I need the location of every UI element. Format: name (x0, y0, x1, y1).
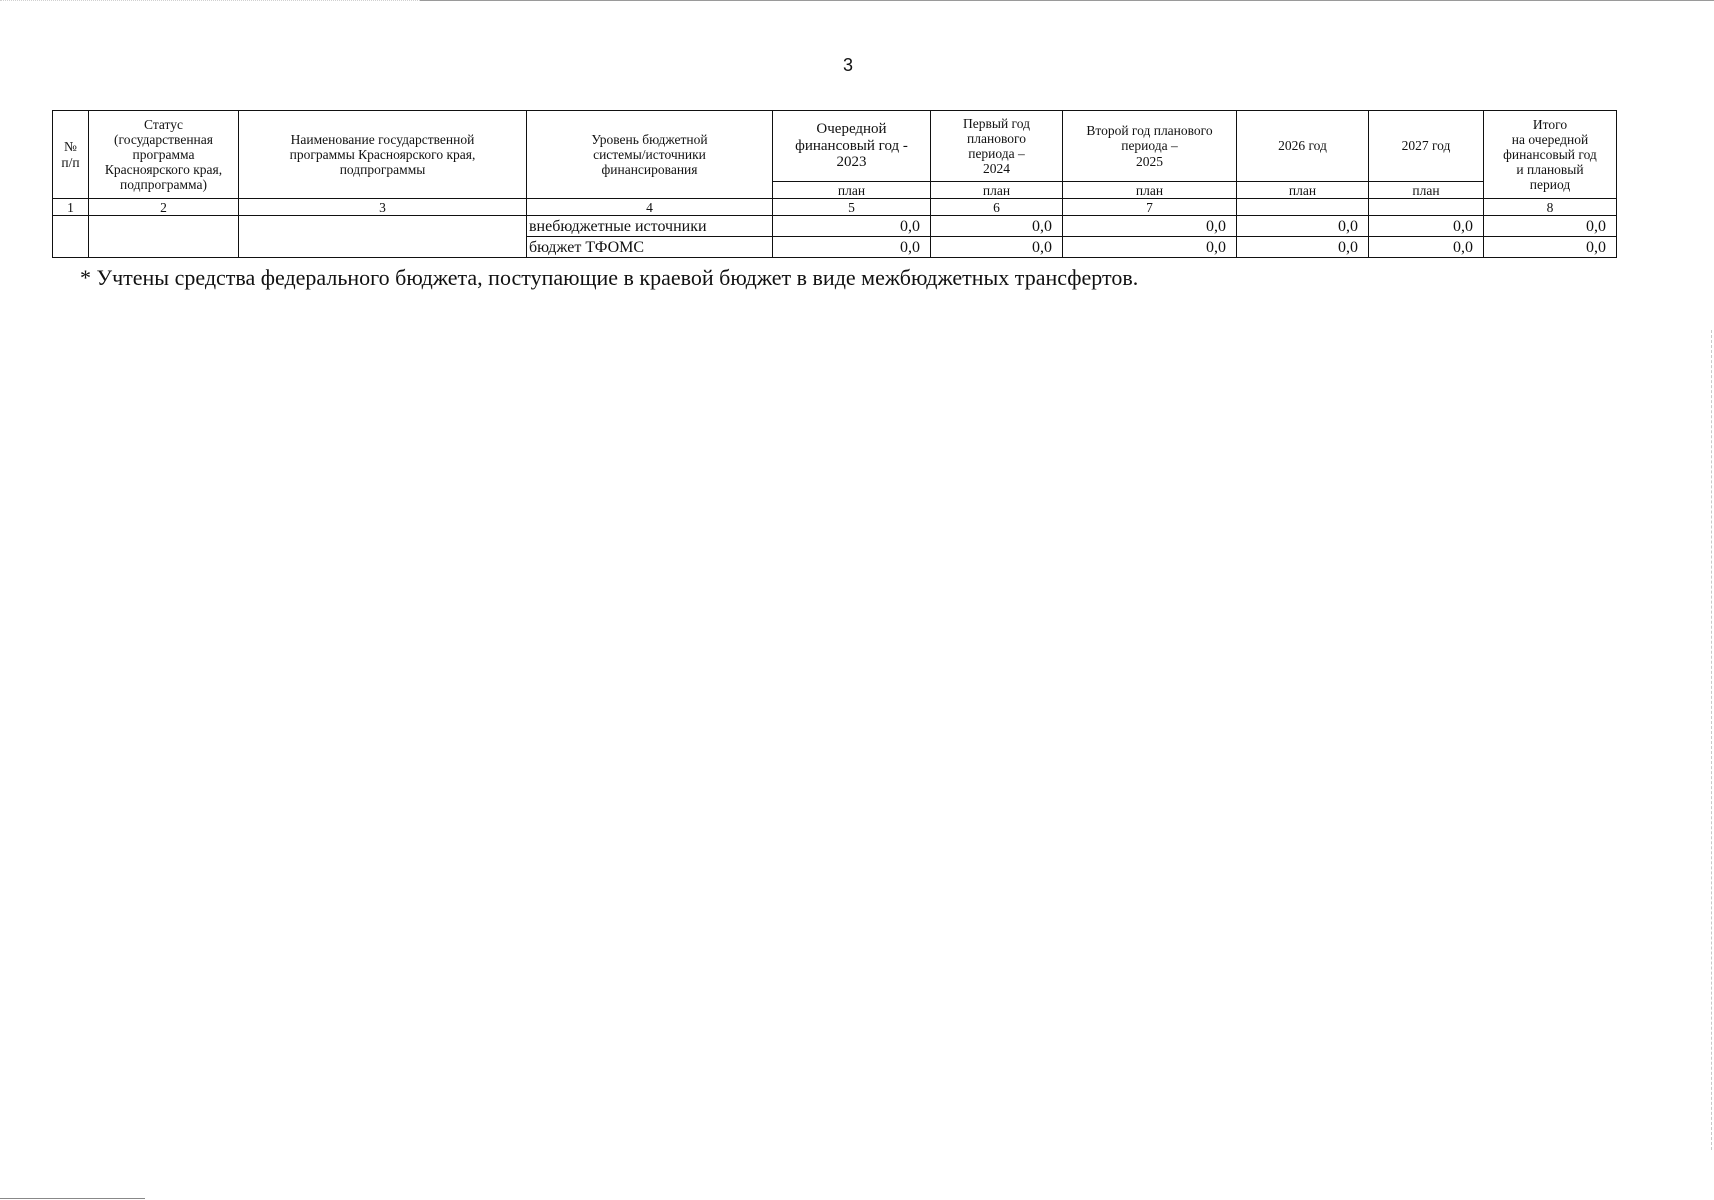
value-cell: 0,0 (1237, 216, 1369, 237)
value-cell: 0,0 (1063, 237, 1237, 258)
value-cell: 0,0 (1369, 216, 1484, 237)
header-year-2024 (931, 111, 1063, 182)
value-cell: 0,0 (1369, 237, 1484, 258)
value-cell: 0,0 (773, 237, 931, 258)
header-status (89, 111, 239, 199)
header-cell: Второй год планового периода – 2025 (1086, 123, 1213, 169)
header-cell: Очередной финансовый год - 2023 (795, 120, 908, 171)
header-year-2026 (1237, 111, 1369, 182)
header-year-2025 (1063, 111, 1237, 182)
header-cell: Статус (государственная программа Красноярского края, подпрограмма) (104, 116, 223, 193)
budget-level-cell: бюджет ТФОМС (527, 237, 773, 258)
value-cell: 0,0 (1237, 237, 1369, 258)
page-number: 3 (842, 55, 853, 75)
column-number-row (53, 199, 1617, 216)
table-header-row (53, 111, 1617, 182)
column-number: 2 (89, 199, 239, 216)
plan-label: план (1237, 182, 1369, 199)
header-cell: Итого на очередной финансовый год и плановый период (1503, 116, 1597, 193)
plan-label: план (1369, 182, 1484, 199)
scan-artifact-right-edge (1711, 330, 1712, 1150)
column-number: 5 (773, 199, 931, 216)
footnote: * Учтены средства федерального бюджета, поступающие в краевой бюджет в виде межбюджетных трансфертов. (80, 265, 1139, 290)
header-year-2027 (1369, 111, 1484, 182)
header-cell: 2026 год (1278, 138, 1327, 154)
column-number: 3 (239, 199, 527, 216)
budget-table (52, 110, 1617, 258)
scan-artifact-bottom (0, 1198, 145, 1199)
table-row (53, 216, 1617, 237)
scan-artifact-top-left (0, 0, 420, 1)
status-cell (89, 216, 239, 258)
column-number (1237, 199, 1369, 216)
total-value-cell: 0,0 (1484, 237, 1617, 258)
header-cell: № п/п (61, 139, 80, 170)
total-value-cell: 0,0 (1484, 216, 1617, 237)
value-cell: 0,0 (931, 237, 1063, 258)
header-row-number (53, 111, 89, 199)
budget-level-cell: внебюджетные источники (527, 216, 773, 237)
scan-artifact-top (420, 0, 1714, 1)
value-cell: 0,0 (1063, 216, 1237, 237)
plan-label: план (773, 182, 931, 199)
header-cell: 2027 год (1401, 138, 1451, 154)
header-cell: Уровень бюджетной системы/источники финансирования (591, 131, 708, 178)
header-cell: Первый год планового периода – 2024 (963, 115, 1030, 177)
column-number: 8 (1484, 199, 1617, 216)
header-year-2023 (773, 111, 931, 182)
plan-label: план (931, 182, 1063, 199)
header-program-name (239, 111, 527, 199)
row-number-cell (53, 216, 89, 258)
header-total (1484, 111, 1617, 199)
header-budget-level (527, 111, 773, 199)
column-number: 1 (53, 199, 89, 216)
program-name-cell (239, 216, 527, 258)
plan-label: план (1063, 182, 1237, 199)
value-cell: 0,0 (773, 216, 931, 237)
header-cell: Наименование государственной программы Красноярского края, подпрограммы (289, 131, 476, 178)
value-cell: 0,0 (931, 216, 1063, 237)
column-number (1369, 199, 1484, 216)
column-number: 6 (931, 199, 1063, 216)
column-number: 7 (1063, 199, 1237, 216)
column-number: 4 (527, 199, 773, 216)
